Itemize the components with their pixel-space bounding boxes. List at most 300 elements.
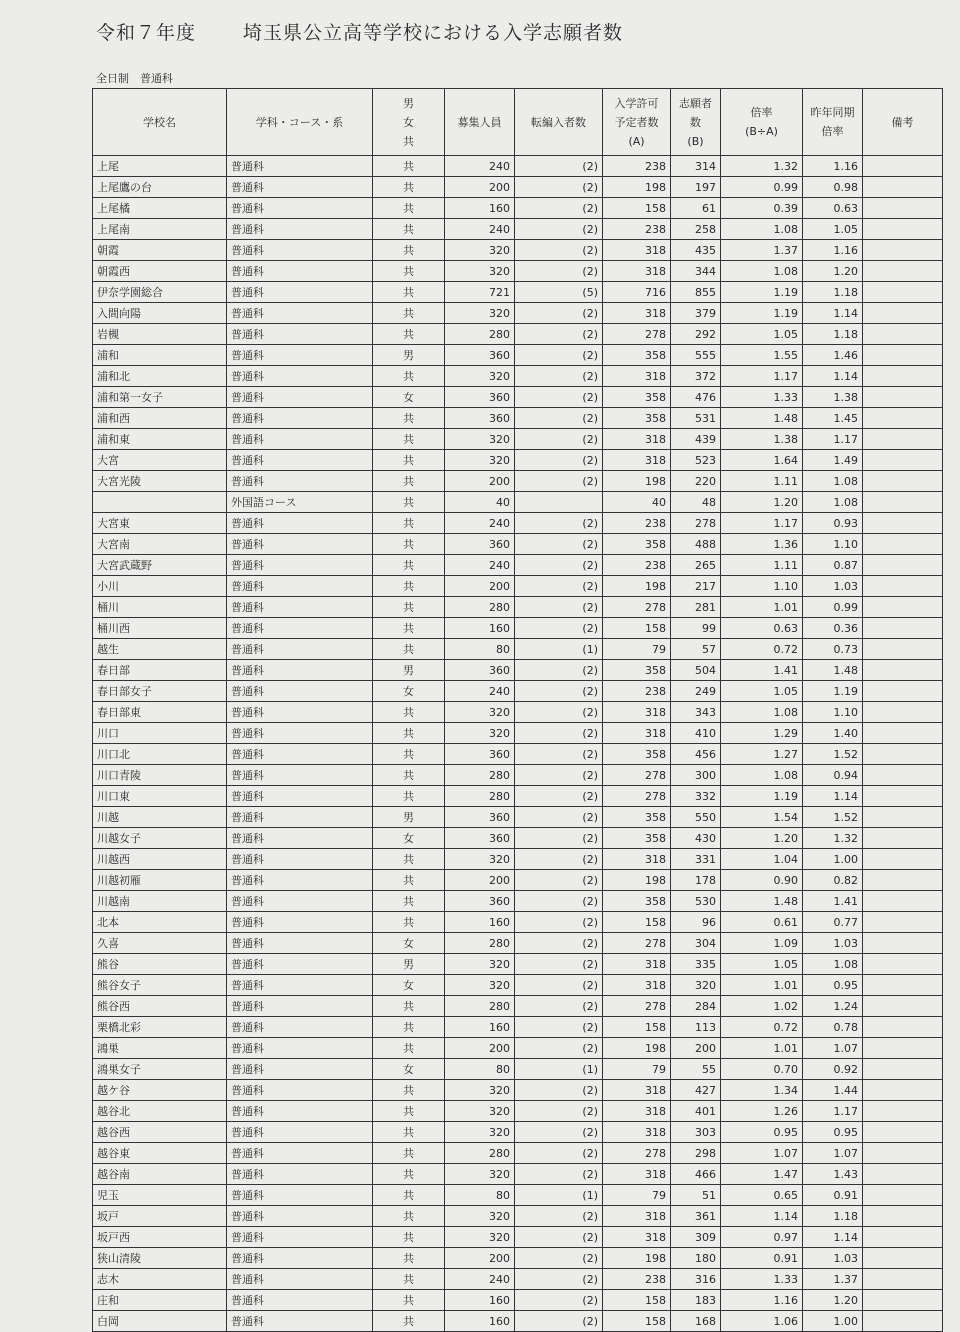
ratio-cell: 1.11 — [721, 555, 803, 576]
sex-type-cell: 共 — [373, 1101, 445, 1122]
title-main: 埼玉県公立高等学校における入学志願者数 — [243, 22, 624, 44]
note-cell — [863, 408, 943, 429]
table-row — [93, 198, 943, 219]
planned-count-cell: 278 — [603, 597, 671, 618]
planned-count-cell: 238 — [603, 681, 671, 702]
school-name-cell: 大宮 — [93, 450, 227, 471]
note-cell — [863, 681, 943, 702]
transfer-cell: (2) — [515, 1038, 603, 1059]
applicants-cell: 96 — [671, 912, 721, 933]
capacity-cell: 280 — [445, 933, 515, 954]
sex-type-cell: 共 — [373, 1311, 445, 1332]
ratio-cell: 1.01 — [721, 975, 803, 996]
header-applicants-line: 志願者 — [679, 96, 712, 110]
applicants-cell: 466 — [671, 1164, 721, 1185]
capacity-cell: 320 — [445, 450, 515, 471]
sex-type-cell: 女 — [373, 387, 445, 408]
capacity-cell: 80 — [445, 1185, 515, 1206]
planned-count-cell: 238 — [603, 156, 671, 177]
capacity-cell: 320 — [445, 1164, 515, 1185]
table-row — [93, 702, 943, 723]
school-name-cell: 白岡 — [93, 1311, 227, 1332]
note-cell — [863, 996, 943, 1017]
capacity-cell: 320 — [445, 429, 515, 450]
transfer-cell: (2) — [515, 513, 603, 534]
ratio-cell: 1.34 — [721, 1080, 803, 1101]
capacity-cell: 320 — [445, 261, 515, 282]
sex-type-cell: 共 — [373, 429, 445, 450]
school-name-cell: 久喜 — [93, 933, 227, 954]
sex-type-cell: 共 — [373, 198, 445, 219]
header-dept: 学科・コース・系 — [227, 89, 373, 156]
prev-ratio-cell: 1.03 — [803, 576, 863, 597]
transfer-cell: (2) — [515, 387, 603, 408]
capacity-cell: 160 — [445, 912, 515, 933]
ratio-cell: 1.55 — [721, 345, 803, 366]
note-cell — [863, 471, 943, 492]
table-row — [93, 387, 943, 408]
ratio-cell: 1.33 — [721, 1269, 803, 1290]
school-name-cell: 北本 — [93, 912, 227, 933]
capacity-cell: 200 — [445, 177, 515, 198]
table-row — [93, 1269, 943, 1290]
applicants-cell: 401 — [671, 1101, 721, 1122]
department-cell: 普通科 — [227, 597, 373, 618]
school-name-cell: 大宮東 — [93, 513, 227, 534]
capacity-cell: 320 — [445, 1206, 515, 1227]
school-name-cell: 入間向陽 — [93, 303, 227, 324]
transfer-cell: (2) — [515, 156, 603, 177]
transfer-cell: (2) — [515, 597, 603, 618]
department-cell: 普通科 — [227, 282, 373, 303]
table-row — [93, 576, 943, 597]
note-cell — [863, 156, 943, 177]
capacity-cell: 320 — [445, 954, 515, 975]
sex-type-cell: 共 — [373, 366, 445, 387]
capacity-cell: 240 — [445, 513, 515, 534]
planned-count-cell: 278 — [603, 933, 671, 954]
prev-ratio-cell: 1.03 — [803, 1248, 863, 1269]
department-cell: 普通科 — [227, 1311, 373, 1332]
applicants-cell: 427 — [671, 1080, 721, 1101]
department-cell: 普通科 — [227, 786, 373, 807]
table-row — [93, 1017, 943, 1038]
department-cell: 普通科 — [227, 996, 373, 1017]
capacity-cell: 160 — [445, 198, 515, 219]
ratio-cell: 1.27 — [721, 744, 803, 765]
prev-ratio-cell: 1.08 — [803, 492, 863, 513]
department-cell: 普通科 — [227, 1185, 373, 1206]
ratio-cell: 1.10 — [721, 576, 803, 597]
school-name-cell: 川越 — [93, 807, 227, 828]
sex-type-cell: 男 — [373, 660, 445, 681]
sex-type-cell: 共 — [373, 1038, 445, 1059]
applicants-cell: 220 — [671, 471, 721, 492]
sex-type-cell: 共 — [373, 765, 445, 786]
capacity-cell: 240 — [445, 681, 515, 702]
department-cell: 普通科 — [227, 324, 373, 345]
school-name-cell: 川越女子 — [93, 828, 227, 849]
capacity-cell: 360 — [445, 534, 515, 555]
planned-count-cell: 318 — [603, 975, 671, 996]
prev-ratio-cell: 1.18 — [803, 1206, 863, 1227]
prev-ratio-cell: 0.78 — [803, 1017, 863, 1038]
capacity-cell: 320 — [445, 723, 515, 744]
applicants-cell: 304 — [671, 933, 721, 954]
school-name-cell: 上尾 — [93, 156, 227, 177]
school-name-cell: 春日部東 — [93, 702, 227, 723]
transfer-cell: (2) — [515, 1248, 603, 1269]
header-school: 学校名 — [93, 89, 227, 156]
note-cell — [863, 450, 943, 471]
capacity-cell: 160 — [445, 618, 515, 639]
header-applicants — [671, 89, 721, 156]
prev-ratio-cell: 0.87 — [803, 555, 863, 576]
prev-ratio-cell: 0.99 — [803, 597, 863, 618]
capacity-cell: 320 — [445, 849, 515, 870]
transfer-cell: (2) — [515, 954, 603, 975]
planned-count-cell: 318 — [603, 429, 671, 450]
prev-ratio-cell: 1.10 — [803, 702, 863, 723]
school-name-cell: 越谷南 — [93, 1164, 227, 1185]
department-cell: 普通科 — [227, 639, 373, 660]
table-row — [93, 639, 943, 660]
prev-ratio-cell: 1.08 — [803, 471, 863, 492]
school-name-cell: 熊谷 — [93, 954, 227, 975]
table-row — [93, 429, 943, 450]
planned-count-cell: 318 — [603, 1101, 671, 1122]
planned-count-cell: 318 — [603, 954, 671, 975]
table-row — [93, 975, 943, 996]
applicants-cell: 555 — [671, 345, 721, 366]
school-name-cell: 坂戸 — [93, 1206, 227, 1227]
sex-type-cell: 共 — [373, 1143, 445, 1164]
header-prev-ratio — [803, 89, 863, 156]
planned-count-cell: 318 — [603, 1164, 671, 1185]
sex-type-cell: 共 — [373, 303, 445, 324]
planned-count-cell: 79 — [603, 639, 671, 660]
transfer-cell: (2) — [515, 219, 603, 240]
prev-ratio-cell: 1.17 — [803, 429, 863, 450]
transfer-cell: (2) — [515, 1122, 603, 1143]
school-name-cell: 川越西 — [93, 849, 227, 870]
capacity-cell: 80 — [445, 1059, 515, 1080]
sex-type-cell: 共 — [373, 450, 445, 471]
table-row — [93, 1227, 943, 1248]
table-row — [93, 450, 943, 471]
school-name-cell: 浦和北 — [93, 366, 227, 387]
school-name-cell — [93, 492, 227, 513]
note-cell — [863, 1143, 943, 1164]
planned-count-cell: 158 — [603, 618, 671, 639]
sex-type-cell: 共 — [373, 240, 445, 261]
prev-ratio-cell: 1.00 — [803, 849, 863, 870]
school-name-cell: 桶川西 — [93, 618, 227, 639]
applicants-cell: 430 — [671, 828, 721, 849]
table-row — [93, 1311, 943, 1332]
applicants-cell: 258 — [671, 219, 721, 240]
note-cell — [863, 933, 943, 954]
ratio-cell: 0.72 — [721, 1017, 803, 1038]
header-ratio-line: 倍率 — [750, 106, 773, 119]
prev-ratio-cell: 1.07 — [803, 1143, 863, 1164]
school-name-cell: 小川 — [93, 576, 227, 597]
school-name-cell: 越谷西 — [93, 1122, 227, 1143]
ratio-cell: 1.48 — [721, 891, 803, 912]
ratio-cell: 1.36 — [721, 534, 803, 555]
sex-type-cell: 共 — [373, 870, 445, 891]
sex-type-cell: 共 — [373, 324, 445, 345]
school-name-cell: 伊奈学園総合 — [93, 282, 227, 303]
ratio-cell: 1.06 — [721, 1311, 803, 1332]
department-cell: 普通科 — [227, 912, 373, 933]
sex-type-cell: 共 — [373, 492, 445, 513]
table-row — [93, 555, 943, 576]
department-cell: 普通科 — [227, 618, 373, 639]
table-row — [93, 618, 943, 639]
table-row — [93, 765, 943, 786]
school-name-cell: 越ケ谷 — [93, 1080, 227, 1101]
capacity-cell: 200 — [445, 870, 515, 891]
planned-count-cell: 278 — [603, 1143, 671, 1164]
header-sex-line: 女 — [403, 115, 414, 129]
ratio-cell: 1.01 — [721, 1038, 803, 1059]
transfer-cell: (2) — [515, 975, 603, 996]
table-row — [93, 219, 943, 240]
planned-count-cell: 318 — [603, 849, 671, 870]
planned-count-cell: 318 — [603, 1122, 671, 1143]
transfer-cell: (2) — [515, 1311, 603, 1332]
table-row — [93, 261, 943, 282]
prev-ratio-cell: 0.94 — [803, 765, 863, 786]
transfer-cell: (2) — [515, 849, 603, 870]
note-cell — [863, 1059, 943, 1080]
planned-count-cell: 198 — [603, 870, 671, 891]
note-cell — [863, 1185, 943, 1206]
applicants-cell: 200 — [671, 1038, 721, 1059]
table-row — [93, 366, 943, 387]
header-applicants-line: 数 — [690, 115, 701, 129]
school-name-cell: 川越初雁 — [93, 870, 227, 891]
prev-ratio-cell: 1.43 — [803, 1164, 863, 1185]
header-ratio-line: (B÷A) — [745, 125, 778, 138]
prev-ratio-cell: 0.93 — [803, 513, 863, 534]
note-cell — [863, 303, 943, 324]
capacity-cell: 280 — [445, 1143, 515, 1164]
prev-ratio-cell: 0.98 — [803, 177, 863, 198]
table-row — [93, 828, 943, 849]
department-cell: 普通科 — [227, 681, 373, 702]
table-row — [93, 534, 943, 555]
prev-ratio-cell: 1.03 — [803, 933, 863, 954]
note-cell — [863, 639, 943, 660]
sex-type-cell: 共 — [373, 744, 445, 765]
table-row — [93, 1143, 943, 1164]
applicants-cell: 530 — [671, 891, 721, 912]
planned-count-cell: 158 — [603, 1290, 671, 1311]
capacity-cell: 320 — [445, 303, 515, 324]
school-name-cell: 春日部女子 — [93, 681, 227, 702]
applicants-cell: 344 — [671, 261, 721, 282]
prev-ratio-cell: 1.41 — [803, 891, 863, 912]
sex-type-cell: 共 — [373, 849, 445, 870]
ratio-cell: 0.90 — [721, 870, 803, 891]
planned-count-cell: 198 — [603, 471, 671, 492]
department-cell: 普通科 — [227, 408, 373, 429]
transfer-cell: (1) — [515, 1059, 603, 1080]
prev-ratio-cell: 1.32 — [803, 828, 863, 849]
note-cell — [863, 1311, 943, 1332]
transfer-cell: (5) — [515, 282, 603, 303]
prev-ratio-cell: 0.77 — [803, 912, 863, 933]
applicants-cell: 531 — [671, 408, 721, 429]
applicants-cell: 550 — [671, 807, 721, 828]
prev-ratio-cell: 1.44 — [803, 1080, 863, 1101]
ratio-cell: 1.19 — [721, 282, 803, 303]
school-name-cell: 桶川 — [93, 597, 227, 618]
department-cell: 普通科 — [227, 156, 373, 177]
table-row — [93, 849, 943, 870]
school-name-cell: 狭山清陵 — [93, 1248, 227, 1269]
planned-count-cell: 318 — [603, 240, 671, 261]
ratio-cell: 1.08 — [721, 261, 803, 282]
note-cell — [863, 282, 943, 303]
school-name-cell: 越谷東 — [93, 1143, 227, 1164]
department-cell: 普通科 — [227, 1122, 373, 1143]
table-row — [93, 870, 943, 891]
sex-type-cell: 女 — [373, 681, 445, 702]
applicants-cell: 178 — [671, 870, 721, 891]
ratio-cell: 1.32 — [721, 156, 803, 177]
school-name-cell: 熊谷女子 — [93, 975, 227, 996]
prev-ratio-cell: 1.18 — [803, 282, 863, 303]
transfer-cell: (2) — [515, 261, 603, 282]
capacity-cell: 200 — [445, 576, 515, 597]
note-cell — [863, 1122, 943, 1143]
ratio-cell: 1.41 — [721, 660, 803, 681]
note-cell — [863, 240, 943, 261]
ratio-cell: 1.26 — [721, 1101, 803, 1122]
ratio-cell: 1.17 — [721, 513, 803, 534]
sex-type-cell: 共 — [373, 1269, 445, 1290]
planned-count-cell: 278 — [603, 324, 671, 345]
note-cell — [863, 219, 943, 240]
applicants-cell: 316 — [671, 1269, 721, 1290]
capacity-cell: 320 — [445, 240, 515, 261]
department-cell: 普通科 — [227, 576, 373, 597]
capacity-cell: 360 — [445, 828, 515, 849]
department-cell: 普通科 — [227, 345, 373, 366]
sex-type-cell: 共 — [373, 1290, 445, 1311]
capacity-cell: 160 — [445, 1311, 515, 1332]
planned-count-cell: 278 — [603, 786, 671, 807]
department-cell: 普通科 — [227, 366, 373, 387]
transfer-cell: (2) — [515, 660, 603, 681]
ratio-cell: 0.97 — [721, 1227, 803, 1248]
prev-ratio-cell: 1.14 — [803, 303, 863, 324]
school-name-cell: 朝霞 — [93, 240, 227, 261]
capacity-cell: 320 — [445, 1080, 515, 1101]
ratio-cell: 1.05 — [721, 954, 803, 975]
school-name-cell: 浦和東 — [93, 429, 227, 450]
prev-ratio-cell: 1.14 — [803, 786, 863, 807]
ratio-cell: 1.48 — [721, 408, 803, 429]
applicants-cell: 488 — [671, 534, 721, 555]
note-cell — [863, 261, 943, 282]
applicants-cell: 51 — [671, 1185, 721, 1206]
planned-count-cell: 358 — [603, 660, 671, 681]
applicants-cell: 55 — [671, 1059, 721, 1080]
table-row — [93, 240, 943, 261]
note-cell — [863, 912, 943, 933]
note-cell — [863, 702, 943, 723]
planned-count-cell: 238 — [603, 219, 671, 240]
note-cell — [863, 618, 943, 639]
note-cell — [863, 513, 943, 534]
department-cell: 普通科 — [227, 1248, 373, 1269]
sex-type-cell: 共 — [373, 618, 445, 639]
transfer-cell: (2) — [515, 198, 603, 219]
department-cell: 普通科 — [227, 177, 373, 198]
planned-count-cell: 358 — [603, 387, 671, 408]
note-cell — [863, 387, 943, 408]
table-row — [93, 786, 943, 807]
school-name-cell: 浦和西 — [93, 408, 227, 429]
capacity-cell: 240 — [445, 1269, 515, 1290]
table-row — [93, 1101, 943, 1122]
applicants-cell: 292 — [671, 324, 721, 345]
table-row — [93, 1206, 943, 1227]
applicants-cell: 197 — [671, 177, 721, 198]
table-row — [93, 324, 943, 345]
sex-type-cell: 女 — [373, 1059, 445, 1080]
prev-ratio-cell: 1.14 — [803, 366, 863, 387]
ratio-cell: 0.91 — [721, 1248, 803, 1269]
transfer-cell: (2) — [515, 1164, 603, 1185]
transfer-cell: (2) — [515, 345, 603, 366]
capacity-cell: 200 — [445, 1248, 515, 1269]
applicants-cell: 343 — [671, 702, 721, 723]
transfer-cell: (2) — [515, 177, 603, 198]
capacity-cell: 320 — [445, 1101, 515, 1122]
sex-type-cell: 共 — [373, 1248, 445, 1269]
prev-ratio-cell: 1.07 — [803, 1038, 863, 1059]
transfer-cell: (2) — [515, 408, 603, 429]
school-name-cell: 川越南 — [93, 891, 227, 912]
prev-ratio-cell: 1.10 — [803, 534, 863, 555]
capacity-cell: 320 — [445, 366, 515, 387]
table-row — [93, 513, 943, 534]
ratio-cell: 0.61 — [721, 912, 803, 933]
planned-count-cell: 238 — [603, 555, 671, 576]
planned-count-cell: 238 — [603, 513, 671, 534]
table-row — [93, 660, 943, 681]
ratio-cell: 0.72 — [721, 639, 803, 660]
transfer-cell: (2) — [515, 1269, 603, 1290]
capacity-cell: 280 — [445, 324, 515, 345]
planned-count-cell: 318 — [603, 1206, 671, 1227]
department-cell: 普通科 — [227, 660, 373, 681]
applicants-cell: 168 — [671, 1311, 721, 1332]
planned-count-cell: 198 — [603, 177, 671, 198]
note-cell — [863, 849, 943, 870]
applicants-cell: 300 — [671, 765, 721, 786]
department-cell: 普通科 — [227, 261, 373, 282]
transfer-cell: (2) — [515, 828, 603, 849]
transfer-cell: (2) — [515, 765, 603, 786]
sex-type-cell: 共 — [373, 597, 445, 618]
applicants-table — [92, 88, 943, 1332]
